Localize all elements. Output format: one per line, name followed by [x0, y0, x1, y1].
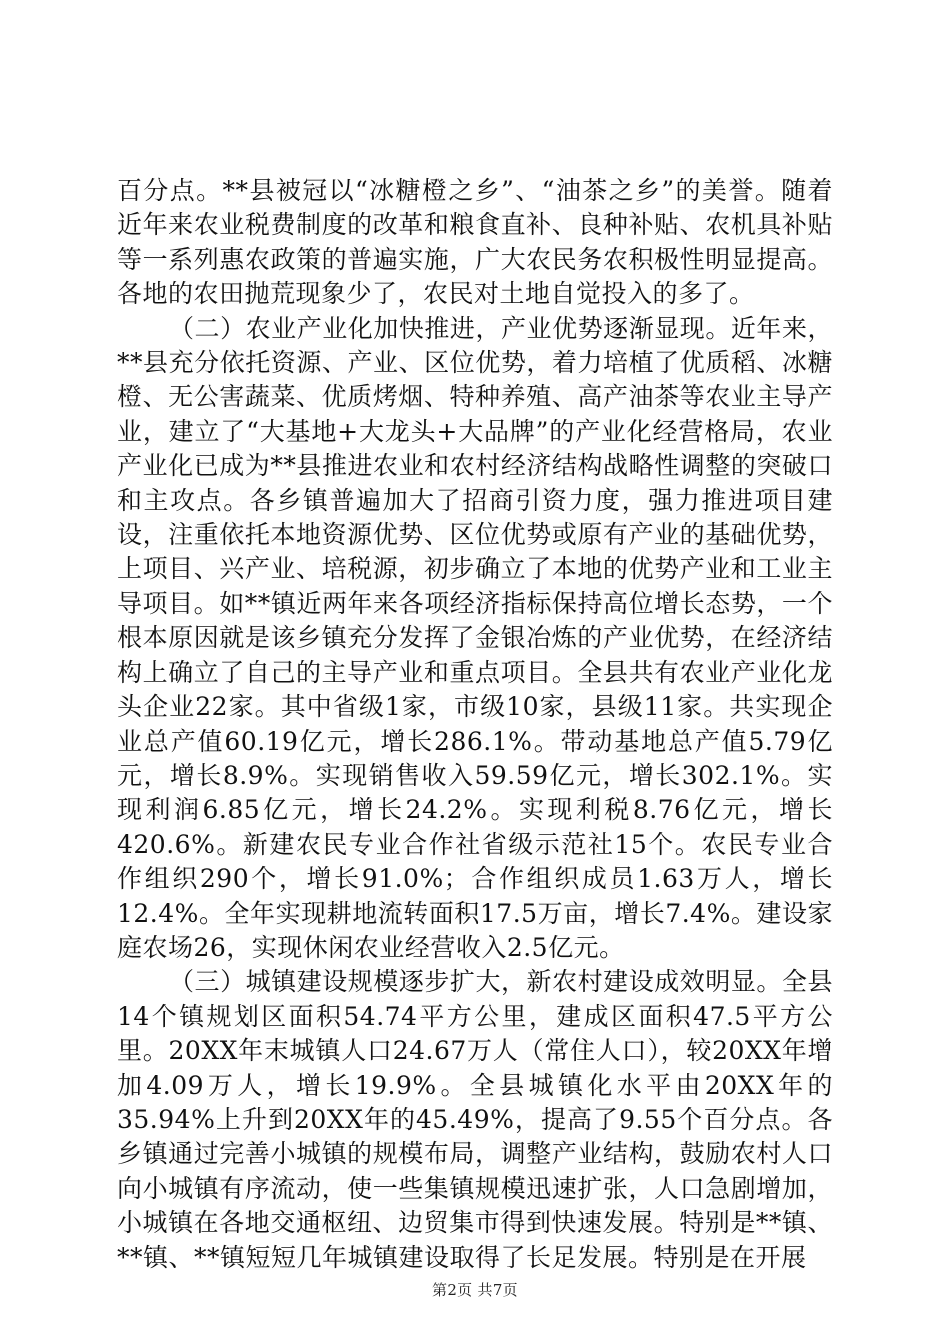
document-body	[117, 174, 833, 1275]
page-footer	[0, 1279, 950, 1300]
paragraph-continuation: 百分点。**县被冠以“冰糖橙之乡”、“油茶之乡”的美誉。随着近年来农业税费制度的改革和粮食直补、良种补贴、农机具补贴等一系列惠农政策的普遍实施，广大农民务农积极性明显提高。各地的农田抛荒现象少了，农民对土地自觉投入的多了。	[117, 176, 833, 309]
page-number-label: 第2页 共7页	[432, 1281, 518, 1299]
paragraph-agricultural-industrialization: （二）农业产业化加快推进，产业优势逐渐显现。近年来，**县充分依托资源、产业、区位优势，着力培植了优质稻、冰糖橙、无公害蔬菜、优质烤烟、特种养殖、高产油茶等农业主导产业，建立了“大基地+大龙头+大品牌”的产业化经营格局，农业产业化已成为**县推进农业和农村经济结构战略性调整的突破口和主攻点。各乡镇普遍加大了招商引资力度，强力推进项目建设，注重依托本地资源优势、区位优势或原有产业的基础优势，上项目、兴产业、培税源，初步确立了本地的优势产业和工业主导项目。如**镇近两年来各项经济指标保持高位增长态势，一个根本原因就是该乡镇充分发挥了金银冶炼的产业优势，在经济结构上确立了自己的主导产业和重点项目。全县共有农业产业化龙头企业22家。其中省级1家，市级10家，县级11家。共实现企业总产值60.19亿元，增长286.1%。带动基地总产值5.79亿元，增长8.9%。实现销售收入59.59亿元，增长302.1%。实现利润6.85亿元，增长24.2%。实现利税8.76亿元，增长420.6%。新建农民专业合作社省级示范社15个。农民专业合作组织290个，增长91.0%；合作组织成员1.63万人，增长12.4%。全年实现耕地流转面积17.5万亩，增长7.4%。建设家庭农场26，实现休闲农业经营收入2.5亿元。	[117, 313, 833, 962]
paragraph-urban-construction: （三）城镇建设规模逐步扩大，新农村建设成效明显。全县14个镇规划区面积54.74平方公里，建成区面积47.5平方公里。20XX年末城镇人口24.67万人（常住人口），较20XX年增加4.09万人，增长19.9%。全县城镇化水平由20XX年的35.94%上升到20XX年的45.49%，提高了9.55个百分点。各乡镇通过完善小城镇的规模布局，调整产业结构，鼓励农村人口向小城镇有序流动，使一些集镇规模迅速扩张，人口急剧增加，小城镇在各地交通枢纽、边贸集市得到快速发展。特别是**镇、**镇、**镇短短几年城镇建设取得了长足发展。特别是在开展	[117, 967, 833, 1272]
